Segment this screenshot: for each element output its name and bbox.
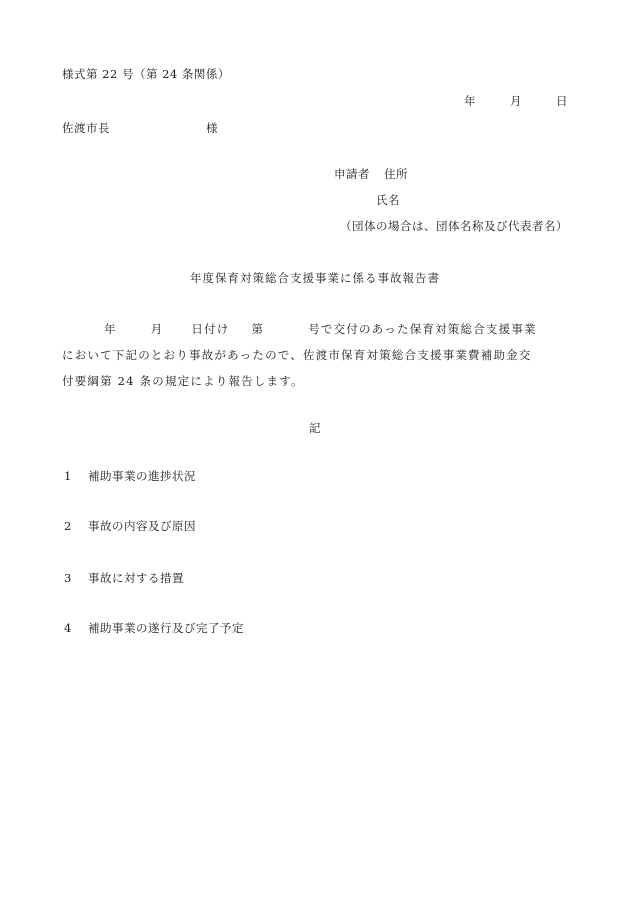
item-text: 補助事業の遂行及び完了予定: [88, 621, 244, 635]
date-year: 年: [464, 94, 476, 108]
item-number: 1: [64, 469, 72, 483]
list-item: [64, 620, 244, 636]
applicant-name-label: 氏名: [376, 193, 400, 207]
document-title: 年度保育対策総合支援事業に係る事故報告書: [190, 271, 440, 285]
body-month: 月: [150, 322, 164, 336]
applicant-address-line: [334, 166, 408, 182]
applicant-address-label: 住所: [384, 167, 408, 181]
item-number: 3: [64, 571, 72, 585]
body-line3: 付要綱第 24 条の規定により報告します。: [62, 374, 304, 388]
item-text: 事故に対する措置: [88, 571, 184, 585]
item-text: 事故の内容及び原因: [88, 519, 196, 533]
addressee-name: 佐渡市長: [62, 121, 110, 135]
list-item: [64, 468, 196, 484]
item-number: 4: [64, 621, 72, 635]
list-item: [64, 570, 184, 586]
date-line: [464, 93, 568, 109]
date-day: 日: [556, 94, 568, 108]
applicant-note: （団体の場合は、団体名称及び代表者名）: [340, 219, 568, 233]
form-number: 様式第 22 号（第 24 条関係）: [62, 67, 230, 81]
date-month: 月: [510, 94, 522, 108]
applicant-label: 申請者: [334, 167, 370, 181]
item-text: 補助事業の進捗状況: [88, 469, 196, 483]
body-paragraph: [62, 316, 568, 394]
body-line1-rest: 号で交付のあった保育対策総合支援事業: [308, 322, 537, 336]
body-year: 年: [104, 322, 117, 336]
ki-heading: 記: [309, 421, 321, 435]
body-dai: 第: [251, 322, 265, 336]
addressee: [62, 120, 218, 136]
body-line2: において下記のとおり事故があったので、佐渡市保育対策総合支援事業費補助金交: [62, 348, 532, 362]
item-number: 2: [64, 519, 72, 533]
list-item: [64, 518, 196, 534]
addressee-honorific: 様: [206, 121, 218, 135]
body-day: 日付け: [191, 322, 230, 336]
